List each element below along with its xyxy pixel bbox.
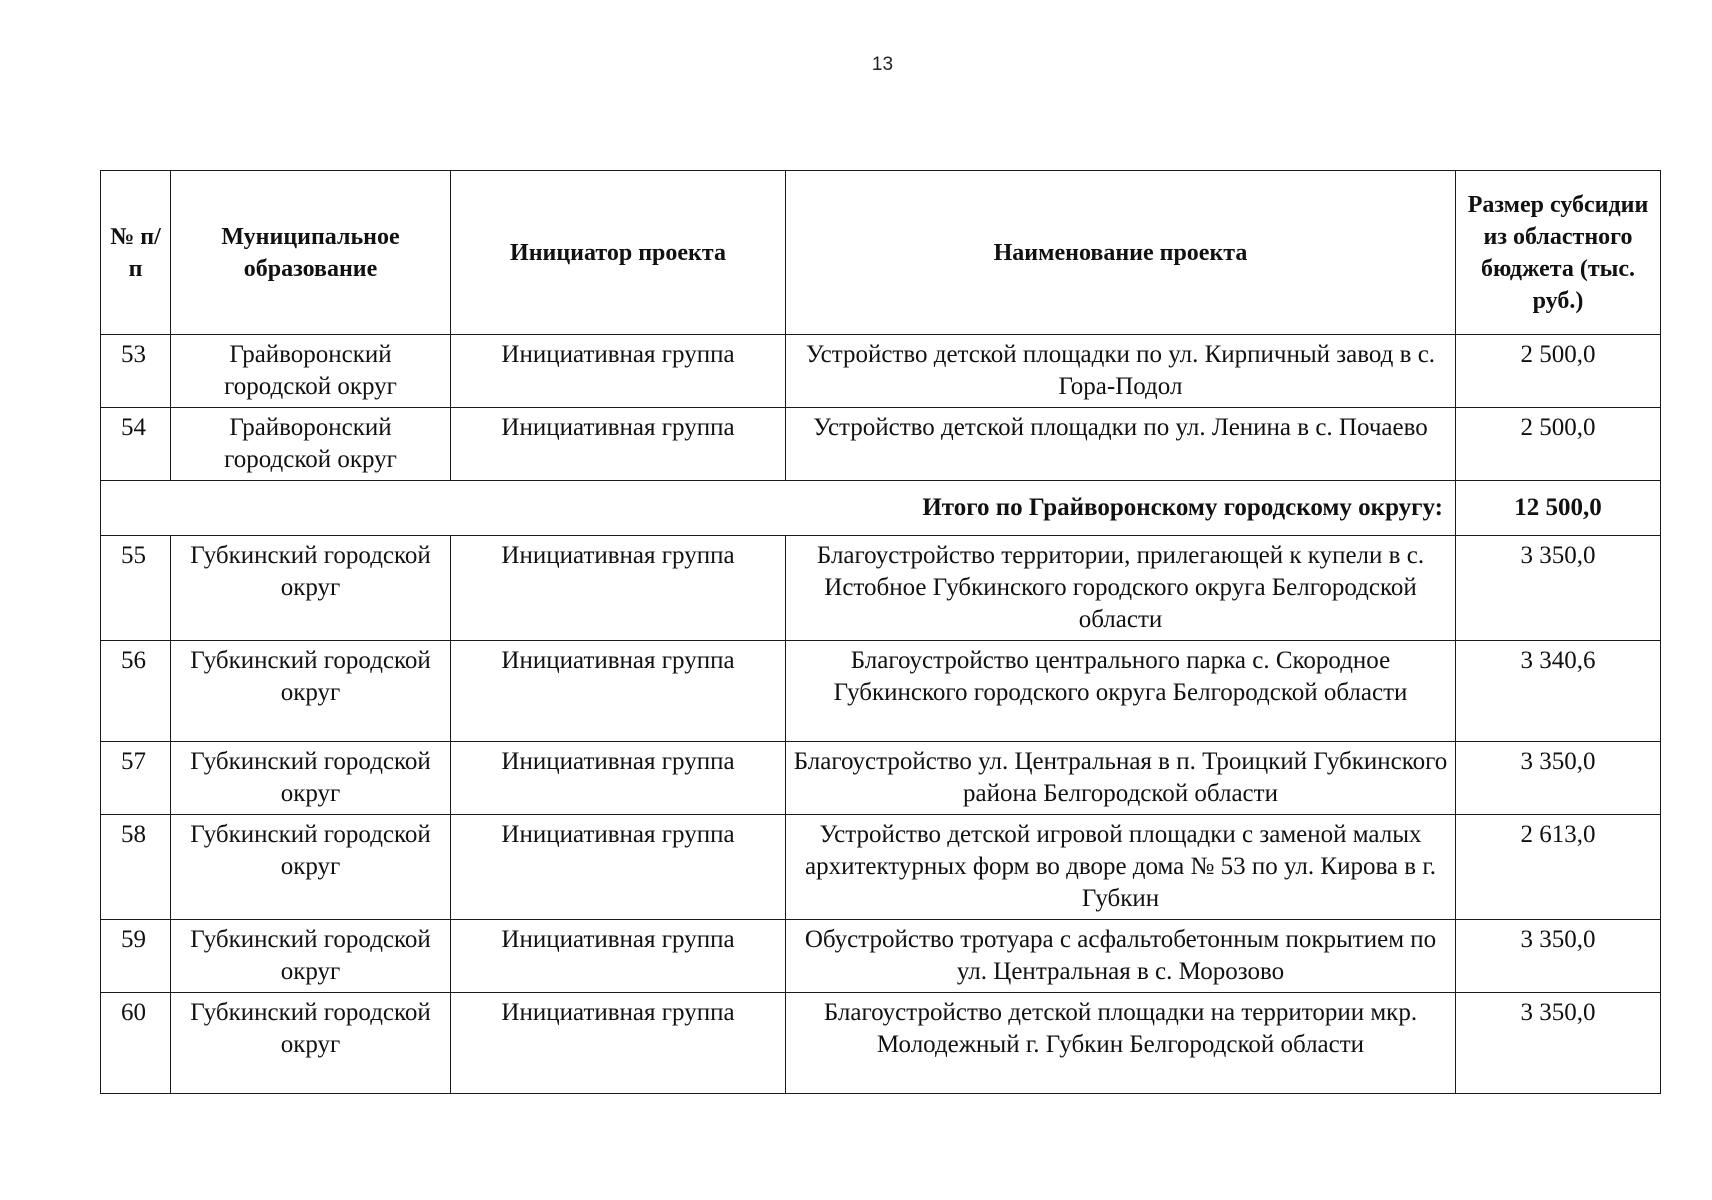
row-amount: 3 340,6 [1456,641,1661,742]
table-row [101,742,1661,815]
row-initiator: Инициативная группа [451,641,786,742]
table-row [101,335,1661,408]
row-amount: 2 500,0 [1456,408,1661,481]
row-project: Устройство детской игровой площадки с заменой малых архитектурных форм во дворе дома № 53 по ул. Кирова в г. Губкин [786,815,1456,920]
row-municipality: Губкинский городской округ [171,742,451,815]
row-project: Устройство детской площадки по ул. Ленина в с. Почаево [786,408,1456,481]
row-municipality: Губкинский городской округ [171,815,451,920]
row-num: 57 [101,742,171,815]
page-number: 13 [871,54,894,75]
header-num: № п/п [101,171,171,335]
row-initiator: Инициативная группа [451,920,786,993]
row-amount: 2 500,0 [1456,335,1661,408]
row-amount: 3 350,0 [1456,742,1661,815]
row-amount: 3 350,0 [1456,993,1661,1094]
subtotal-label: Итого по Грайворонскому городскому округу: [101,481,1456,536]
row-num: 58 [101,815,171,920]
row-num: 59 [101,920,171,993]
row-amount: 2 613,0 [1456,815,1661,920]
row-municipality: Губкинский городской округ [171,993,451,1094]
row-num: 54 [101,408,171,481]
row-project: Благоустройство ул. Центральная в п. Троицкий Губкинского района Белгородской области [786,742,1456,815]
header-initiator: Инициатор проекта [451,171,786,335]
subsidy-table-container [100,170,1660,1094]
table-row [101,408,1661,481]
table-header-row [101,171,1661,335]
row-project: Обустройство тротуара с асфальтобетонным покрытием по ул. Центральная в с. Морозово [786,920,1456,993]
subsidy-table [100,170,1661,1094]
table-row [101,993,1661,1094]
row-project: Благоустройство территории, прилегающей к купели в с. Истобное Губкинского городского округа Белгородской области [786,536,1456,641]
row-municipality: Грайворонский городской округ [171,408,451,481]
table-row [101,536,1661,641]
table-row [101,815,1661,920]
table-row [101,920,1661,993]
row-project: Благоустройство детской площадки на территории мкр. Молодежный г. Губкин Белгородской области [786,993,1456,1094]
row-project: Устройство детской площадки по ул. Кирпичный завод в с. Гора-Подол [786,335,1456,408]
row-num: 60 [101,993,171,1094]
header-project: Наименование проекта [786,171,1456,335]
row-initiator: Инициативная группа [451,815,786,920]
subtotal-row [101,481,1661,536]
table-row [101,641,1661,742]
row-municipality: Грайворонский городской округ [171,335,451,408]
row-initiator: Инициативная группа [451,742,786,815]
row-municipality: Губкинский городской округ [171,641,451,742]
row-municipality: Губкинский городской округ [171,920,451,993]
row-num: 55 [101,536,171,641]
header-municipality: Муниципальное образование [171,171,451,335]
row-num: 56 [101,641,171,742]
row-initiator: Инициативная группа [451,335,786,408]
row-initiator: Инициативная группа [451,993,786,1094]
row-municipality: Губкинский городской округ [171,536,451,641]
row-initiator: Инициативная группа [451,536,786,641]
row-initiator: Инициативная группа [451,408,786,481]
subtotal-amount: 12 500,0 [1456,481,1661,536]
row-project: Благоустройство центрального парка с. Скородное Губкинского городского округа Белгородской области [786,641,1456,742]
row-amount: 3 350,0 [1456,920,1661,993]
row-num: 53 [101,335,171,408]
header-subsidy: Размер субсидии из областного бюджета (тыс. руб.) [1456,171,1661,335]
row-amount: 3 350,0 [1456,536,1661,641]
